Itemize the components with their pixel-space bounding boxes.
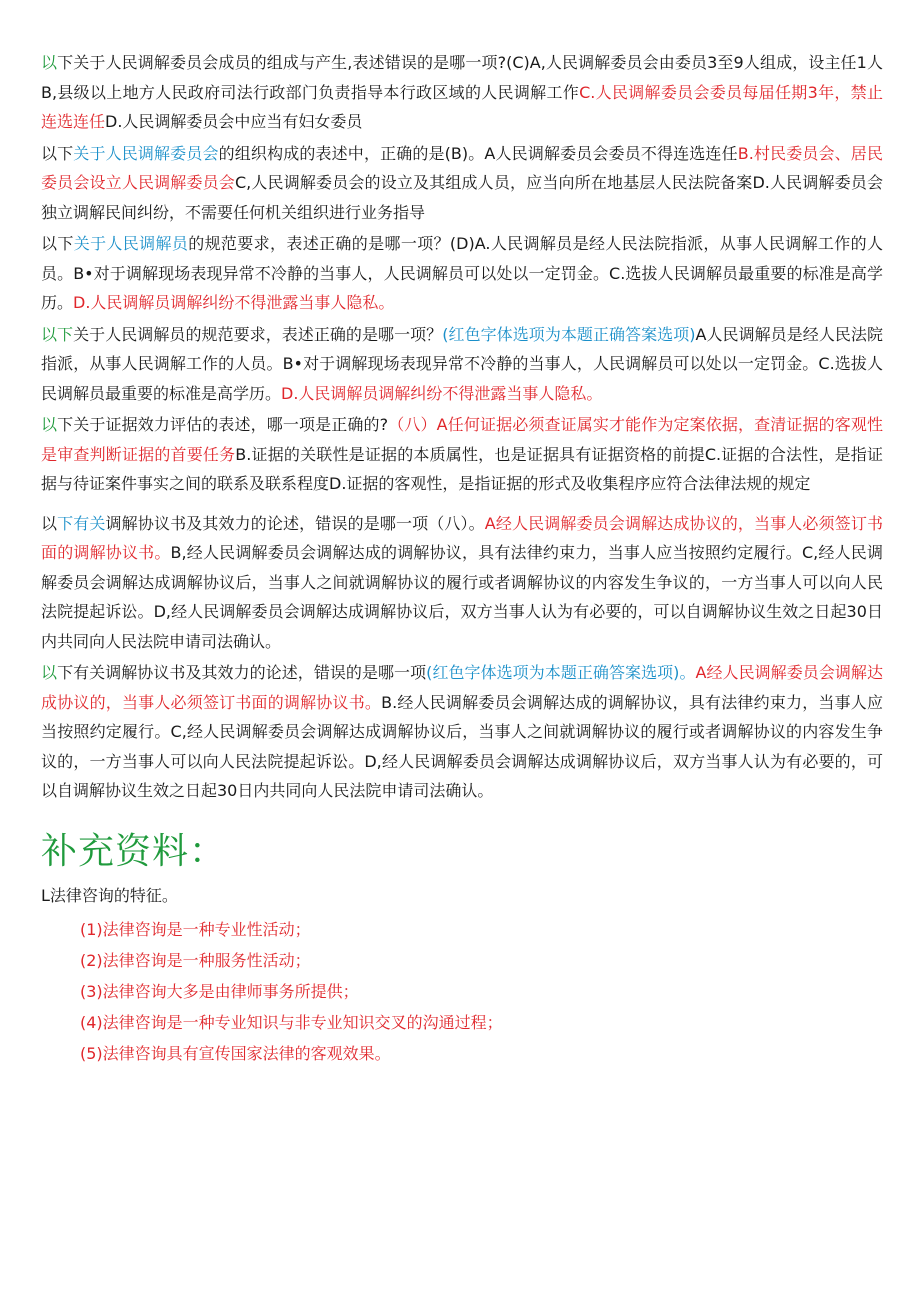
question-segment: D.人民调解委员会中应当有妇女委员 bbox=[105, 112, 363, 131]
correct-answer-segment: D.人民调解员调解纠纷不得泄露当事人隐私。 bbox=[73, 293, 395, 312]
feature-item: (4)法律咨询是一种专业知识与非专业知识交叉的沟通过程； bbox=[80, 1012, 503, 1032]
correct-answer-segment: D.人民调解员调解纠纷不得泄露当事人隐私。 bbox=[281, 383, 603, 403]
question-segment: 以下 bbox=[41, 234, 74, 253]
question-segment: 以 bbox=[41, 663, 58, 682]
supplement-subheading: L法律咨询的特征。 bbox=[41, 885, 178, 905]
correct-answer-segment: A经人民调解委员会调解达成协议的，当事人必须签订书面的调解协议书。 bbox=[41, 513, 883, 562]
question-segment: 下关于证据效力评估的表述，哪一项是正确的? bbox=[57, 415, 389, 434]
question-segment: 的规范要求，表述正确的是哪一项？(D)A.人民调解员是经人民法院指派，从事人民调解工作的人员。B•对于调解现场表现异常不冷静的当事人，人民调解员可以处以一定罚金。C.选拔人民调解员最重要的标准是高学历。 bbox=[41, 234, 883, 312]
supplement-title: 补充资料： bbox=[41, 830, 227, 872]
question-paragraph-3 bbox=[41, 229, 883, 318]
question-segment: 下关于人民调解委员会成员的组成与产生,表述错误的是哪一项?(C)A,人民调解委员会由委员3至9人组成，设主任1人B,县级以上地方人民政府司法行政部门负责指导本行政区域的人民调解工作 bbox=[41, 53, 883, 102]
answer-note-segment: (红色字体选项为本题正确答案选项)。 bbox=[426, 663, 696, 682]
question-paragraph-4 bbox=[41, 320, 883, 409]
answer-note-segment: (红色字体选项为本题正确答案选项) bbox=[442, 324, 696, 344]
question-segment: 以 bbox=[41, 53, 58, 72]
question-segment: B.证据的关联性是证据的本质属性，也是证据具有证据资格的前提C.证据的合法性，是指证据与待证案件事实之间的联系及联系程度D.证据的客观性，是指证据的形式及收集程序应符合法律法规的规定 bbox=[41, 444, 883, 493]
correct-answer-segment: C.人民调解委员会委员每届任期3年，禁止连选连任 bbox=[41, 82, 883, 131]
question-segment: 关于人民调解员的规范要求，表述正确的是哪一项？ bbox=[73, 324, 443, 344]
correct-answer-segment: B.村民委员会、居民委员会设立人民调解委员会 bbox=[41, 143, 883, 192]
feature-item: (1)法律咨询是一种专业性活动； bbox=[80, 919, 311, 939]
correct-answer-segment: （八）A任何证据必须查证属实才能作为定案依据，查清证据的客观性是审查判断证据的首要任务 bbox=[41, 415, 883, 464]
question-segment: 以下 bbox=[41, 324, 74, 344]
question-segment: A人民调解员是经人民法院指派，从事人民调解工作的人员。B•对于调解现场表现异常不冷静的当事人，人民调解员可以处以一定罚金。C.选拔人民调解员最重要的标准是高学历。 bbox=[41, 324, 883, 403]
feature-item: (2)法律咨询是一种服务性活动； bbox=[80, 950, 311, 970]
question-segment: 以下 bbox=[41, 143, 74, 163]
question-segment: B.经人民调解委员会调解达成的调解协议，具有法律约束力，当事人应当按照约定履行。C,经人民调解委员会调解达成调解协议后，当事人之间就调解协议的履行或者调解协议的内容发生争议的，一方当事人可以向人民法院提起诉讼。D,经人民调解委员会调解达成调解协议后，双方当事人认为有必要的，可以自调解协议生效之日起30日内共同向人民法院申请司法确认。 bbox=[41, 692, 883, 800]
question-segment: 以 bbox=[41, 415, 58, 434]
question-segment: 以 bbox=[41, 513, 58, 533]
question-segment: B,经人民调解委员会调解达成的调解协议，具有法律约束力，当事人应当按照约定履行。C,经人民调解委员会调解达成调解协议后，当事人之间就调解协议的履行或者调解协议的内容发生争议的，一方当事人可以向人民法院提起诉讼。D,经人民调解委员会调解达成调解协议后，双方当事人认为有必要的，可以自调解协议生效之日起30日内共同向人民法院申请司法确认。 bbox=[41, 543, 883, 651]
feature-item: (3)法律咨询大多是由律师事务所提供； bbox=[80, 981, 359, 1001]
question-paragraph-2 bbox=[41, 139, 883, 228]
feature-list bbox=[41, 914, 883, 1069]
question-paragraph-6 bbox=[41, 509, 883, 657]
document-page bbox=[41, 48, 883, 1069]
highlight-segment: 关于人民调解委员会 bbox=[73, 143, 219, 163]
highlight-segment: 下有关 bbox=[57, 513, 106, 533]
question-paragraph-7 bbox=[41, 658, 883, 806]
correct-answer-segment: A经人民调解委员会调解达成协议的，当事人必须签订书面的调解协议书。 bbox=[41, 663, 883, 712]
feature-item: (5)法律咨询具有宣传国家法律的客观效果。 bbox=[80, 1043, 391, 1063]
question-paragraph-5 bbox=[41, 410, 883, 499]
question-segment: 下有关调解协议书及其效力的论述，错误的是哪一项 bbox=[57, 663, 427, 682]
question-segment: 调解协议书及其效力的论述，错误的是哪一项（八）。 bbox=[105, 513, 485, 533]
question-segment: 的组织构成的表述中，正确的是(B)。A人民调解委员会委员不得连选连任 bbox=[218, 143, 738, 163]
question-segment: C,人民调解委员会的设立及其组成人员，应当向所在地基层人民法院备案D.人民调解委员会独立调解民间纠纷，不需要任何机关组织进行业务指导 bbox=[41, 173, 883, 222]
question-paragraph-1 bbox=[41, 48, 883, 137]
highlight-segment: 关于人民调解员 bbox=[73, 234, 189, 253]
